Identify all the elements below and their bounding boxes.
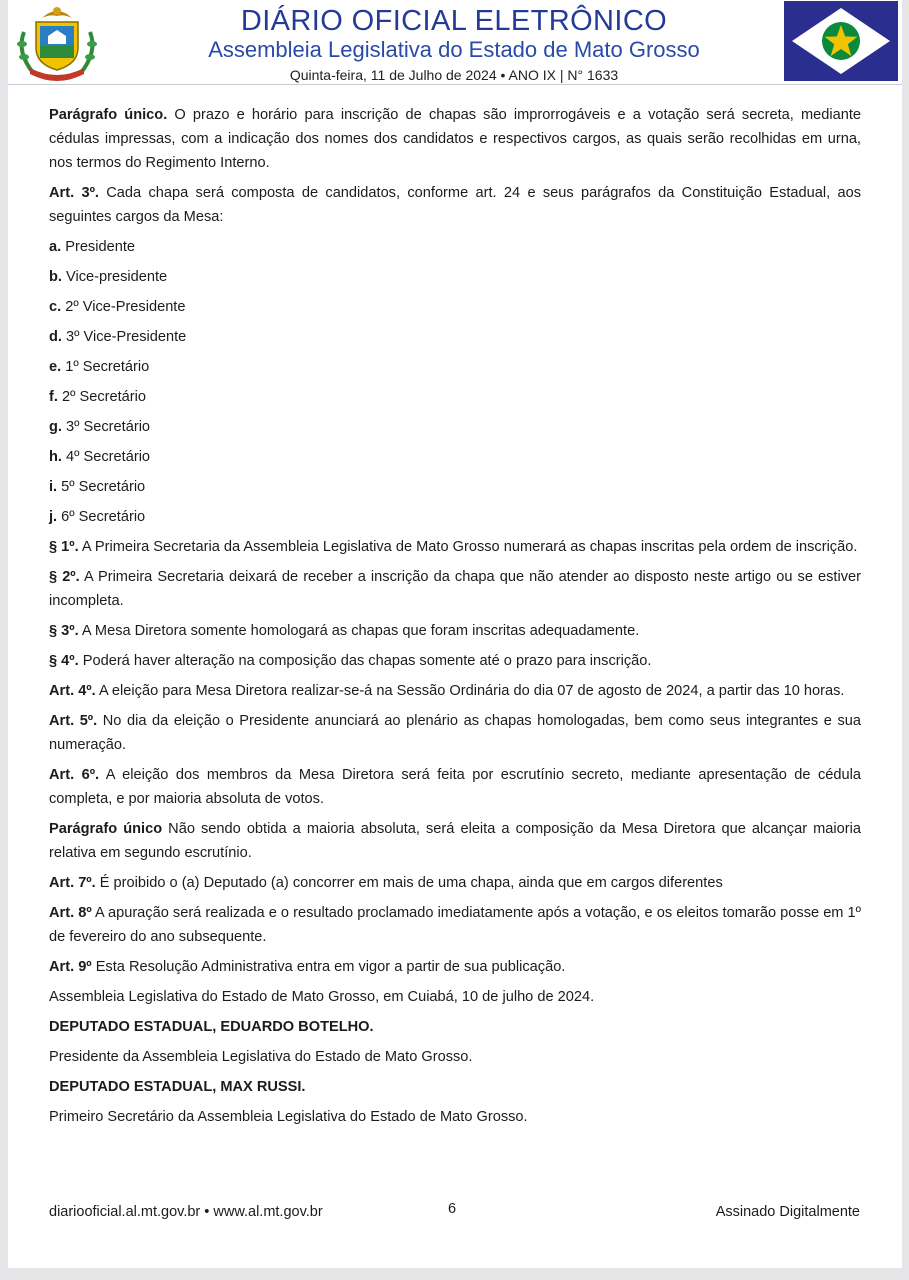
signatory-2-role: Primeiro Secretário da Assembleia Legislativa do Estado de Mato Grosso. <box>49 1109 528 1125</box>
section-paragraph-3: § 3º. A Mesa Diretora somente homologará as chapas que foram inscritas adequadamente. <box>49 623 640 639</box>
state-flag-icon <box>784 1 898 81</box>
edition-line: Quinta-feira, 11 de Julho de 2024 • ANO IX | N° 1633 <box>289 67 619 83</box>
list-item: f. 2º Secretário <box>49 389 146 405</box>
section-paragraph-4: § 4º. Poderá haver alteração na composição das chapas somente até o prazo para inscrição. <box>49 653 652 669</box>
list-item: d. 3º Vice-Presidente <box>49 329 187 345</box>
signatory-1-name: DEPUTADO ESTADUAL, EDUARDO BOTELHO. <box>49 1019 374 1035</box>
signatory-1-role: Presidente da Assembleia Legislativa do Estado de Mato Grosso. <box>49 1049 473 1065</box>
article-7: Art. 7º. É proibido o (a) Deputado (a) concorrer em mais de uma chapa, ainda que em cargos diferentes <box>49 875 723 891</box>
place-date: Assembleia Legislativa do Estado de Mato Grosso, em Cuiabá, 10 de julho de 2024. <box>49 989 595 1005</box>
footer-websites: diariooficial.al.mt.gov.br • www.al.mt.gov.br <box>49 1204 323 1220</box>
list-item: g. 3º Secretário <box>49 419 151 435</box>
gazette-title: DIÁRIO OFICIAL ELETRÔNICO <box>240 5 668 37</box>
masthead-titles <box>108 0 800 84</box>
article-3: Art. 3º. Cada chapa será composta de candidatos, conforme art. 24 e seus parágrafos da Constituição Estadual, aos seguintes cargos da Mesa: <box>49 185 861 225</box>
list-item: b. Vice-presidente <box>49 269 168 285</box>
page-number: 6 <box>448 1201 457 1217</box>
list-item: a. Presidente <box>49 239 135 255</box>
paragraph-unico-1: Parágrafo único. O prazo e horário para inscrição de chapas são improrrogáveis e a votação será secreta, mediante cédulas impressas, com a indicação dos nomes dos candidatos e respectivos cargos, as quais serão recolhidas em urna, nos termos do Regimento Interno. <box>49 107 861 171</box>
article-6: Art. 6º. A eleição dos membros da Mesa Diretora será feita por escrutínio secreto, mediante apresentação de cédula completa, e por maioria absoluta de votos. <box>49 767 861 807</box>
list-item: h. 4º Secretário <box>49 449 151 465</box>
signatory-2-name: DEPUTADO ESTADUAL, MAX RUSSI. <box>49 1079 306 1095</box>
section-paragraph-1: § 1º. A Primeira Secretaria da Assembleia Legislativa de Mato Grosso numerará as chapas inscritas pela ordem de inscrição. <box>49 539 858 555</box>
masthead-header <box>8 0 902 85</box>
list-item: c. 2º Vice-Presidente <box>49 299 186 315</box>
list-item: i. 5º Secretário <box>49 479 146 495</box>
article-5: Art. 5º. No dia da eleição o Presidente anunciará ao plenário as chapas homologadas, bem como seus integrantes e sua numeração. <box>49 713 861 753</box>
document-body <box>49 103 861 1135</box>
gazette-subtitle: Assembleia Legislativa do Estado de Mato Grosso <box>208 37 700 62</box>
article-9: Art. 9º Esta Resolução Administrativa entra em vigor a partir de sua publicação. <box>49 959 566 975</box>
section-paragraph-2: § 2º. A Primeira Secretaria deixará de receber a inscrição da chapa que não atender ao disposto neste artigo ou se estiver incompleta. <box>49 569 861 609</box>
list-item: e. 1º Secretário <box>49 359 150 375</box>
list-item: j. 6º Secretário <box>49 509 146 525</box>
article-4: Art. 4º. A eleição para Mesa Diretora realizar-se-á na Sessão Ordinária do dia 07 de agosto de 2024, a partir das 10 horas. <box>49 683 845 699</box>
coat-of-arms-icon <box>12 2 102 82</box>
document-page <box>8 0 902 1268</box>
paragraph-unico-2: Parágrafo único Não sendo obtida a maioria absoluta, será eleita a composição da Mesa Diretora que alcançar maioria relativa em segundo escrutínio. <box>49 821 861 861</box>
digital-signature-note: Assinado Digitalmente <box>715 1204 860 1220</box>
article-8: Art. 8º A apuração será realizada e o resultado proclamado imediatamente após a votação, e os eleitos tomarão posse em 1º de fevereiro do ano subsequente. <box>49 905 861 945</box>
